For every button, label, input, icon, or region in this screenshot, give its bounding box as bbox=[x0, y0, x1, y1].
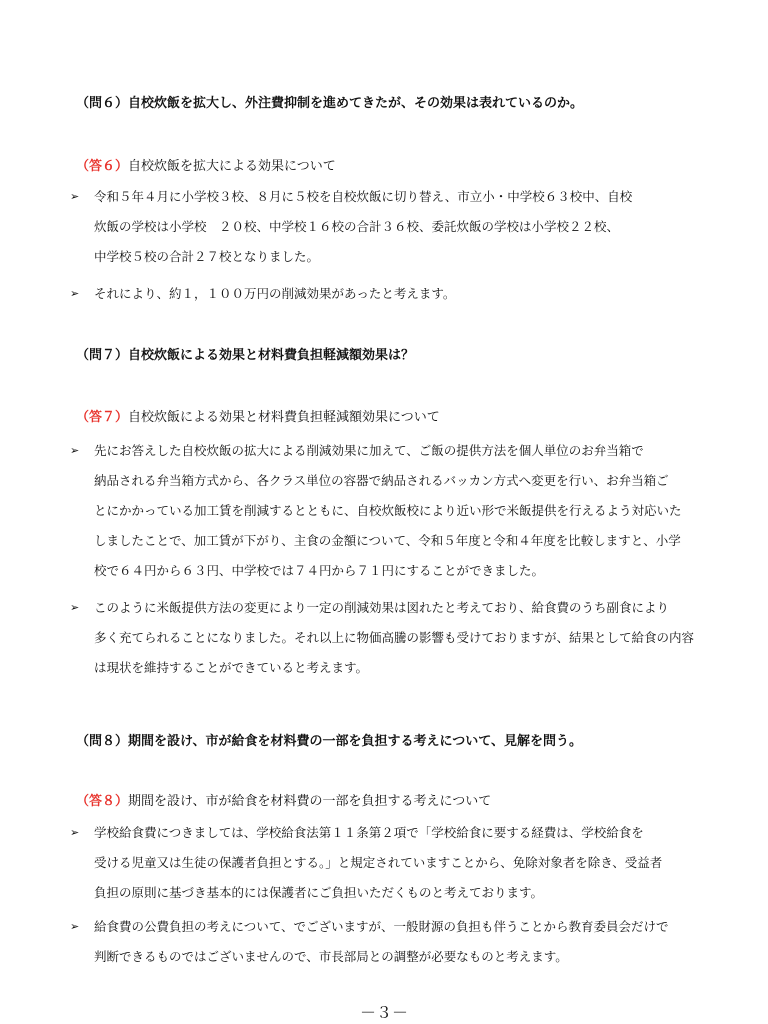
line: 判断できるものではございませんので、市長部局との調整が必要なものと考えます。 bbox=[94, 949, 568, 964]
arrow-bullet-icon: ➢ bbox=[70, 601, 80, 614]
line: 校で６４円から６３円、中学校では７４円から７１円にすることができました。 bbox=[94, 563, 545, 578]
answer-6-heading bbox=[76, 158, 716, 176]
arrow-bullet-icon: ➢ bbox=[70, 190, 80, 203]
answer-7-title: 自校炊飯による効果と材料費負担軽減額効果について bbox=[128, 410, 440, 425]
answer-7-bullet-1 bbox=[70, 436, 710, 586]
line: 学校給食費につきましては、学校給食法第１１条第２項で「学校給食に要する経費は、学校給食を bbox=[94, 825, 644, 840]
answer-8-title: 期間を設け、市が給食を材料費の一部を負担する考えについて bbox=[128, 794, 492, 809]
answer-8-label: （答８） bbox=[76, 794, 129, 809]
answer-7-heading bbox=[76, 409, 716, 427]
line: 炊飯の学校は小学校 ２０校、中学校１６校の合計３６校、委託炊飯の学校は小学校２２校、 bbox=[94, 219, 620, 234]
arrow-bullet-icon: ➢ bbox=[70, 287, 80, 300]
line: 受ける児童又は生徒の保護者負担とする。」と規定されていますことから、免除対象者を除き、受益者 bbox=[94, 855, 663, 870]
line: は現状を維持することができていると考えます。 bbox=[94, 660, 369, 675]
line: 給食費の公費負担の考えについて、でございますが、一般財源の負担も伴うことから教育委員会だけで bbox=[94, 919, 669, 934]
question-8: （問８）期間を設け、市が給食を材料費の一部を負担する考えについて、見解を問う。 bbox=[76, 734, 582, 749]
arrow-bullet-icon: ➢ bbox=[70, 920, 80, 933]
line: このように米飯提供方法の変更により一定の削減効果は図れたと考えており、給食費のうち副食により bbox=[94, 600, 670, 615]
answer-6-label: （答６） bbox=[76, 159, 129, 174]
answer-6-title: 自校炊飯を拡大による効果について bbox=[128, 159, 336, 174]
line: 先にお答えした自校炊飯の拡大による削減効果に加えて、ご飯の提供方法を個人単位のお弁当箱で bbox=[94, 443, 644, 458]
question-6: （問６）自校炊飯を拡大し、外注費抑制を進めてきたが、その効果は表れているのか。 bbox=[76, 96, 584, 111]
answer-6-bullet-1 bbox=[70, 182, 710, 272]
answer-7-label: （答７） bbox=[76, 410, 129, 425]
line: 多く充てられることになりました。それ以上に物価高騰の影響も受けておりますが、結果として給食の内容 bbox=[94, 630, 695, 645]
answer-8-bullet-1 bbox=[70, 818, 710, 908]
question-7: （問７）自校炊飯による効果と材料費負担軽減額効果は？ bbox=[76, 348, 415, 363]
answer-7-bullet-2 bbox=[70, 593, 710, 683]
line: それにより、約１，１００万円の削減効果があったと考えます。 bbox=[94, 286, 456, 301]
answer-8-bullet-2 bbox=[70, 912, 710, 972]
arrow-bullet-icon: ➢ bbox=[70, 444, 80, 457]
line: とにかかっている加工賃を削減するとともに、自校炊飯校により近い形で米飯提供を行えるよう対応いた bbox=[94, 503, 682, 518]
line: 中学校５校の合計２７校となりました。 bbox=[94, 249, 320, 264]
answer-8-heading bbox=[76, 793, 716, 811]
answer-6-bullet-2 bbox=[70, 279, 710, 309]
arrow-bullet-icon: ➢ bbox=[70, 826, 80, 839]
line: 負担の原則に基づき基本的には保護者にご負担いただくものと考えております。 bbox=[94, 885, 544, 900]
line: 納品される弁当箱方式から、各クラス単位の容器で納品されるバッカン方式へ変更を行い、お弁当箱ご bbox=[94, 473, 669, 488]
page-number: －３－ bbox=[359, 1003, 408, 1022]
line: 令和５年４月に小学校３校、８月に５校を自校炊飯に切り替え、市立小・中学校６３校中、自校 bbox=[94, 189, 633, 204]
line: しましたことで、加工賃が下がり、主食の金額について、令和５年度と令和４年度を比較しますと、小学 bbox=[94, 533, 681, 548]
